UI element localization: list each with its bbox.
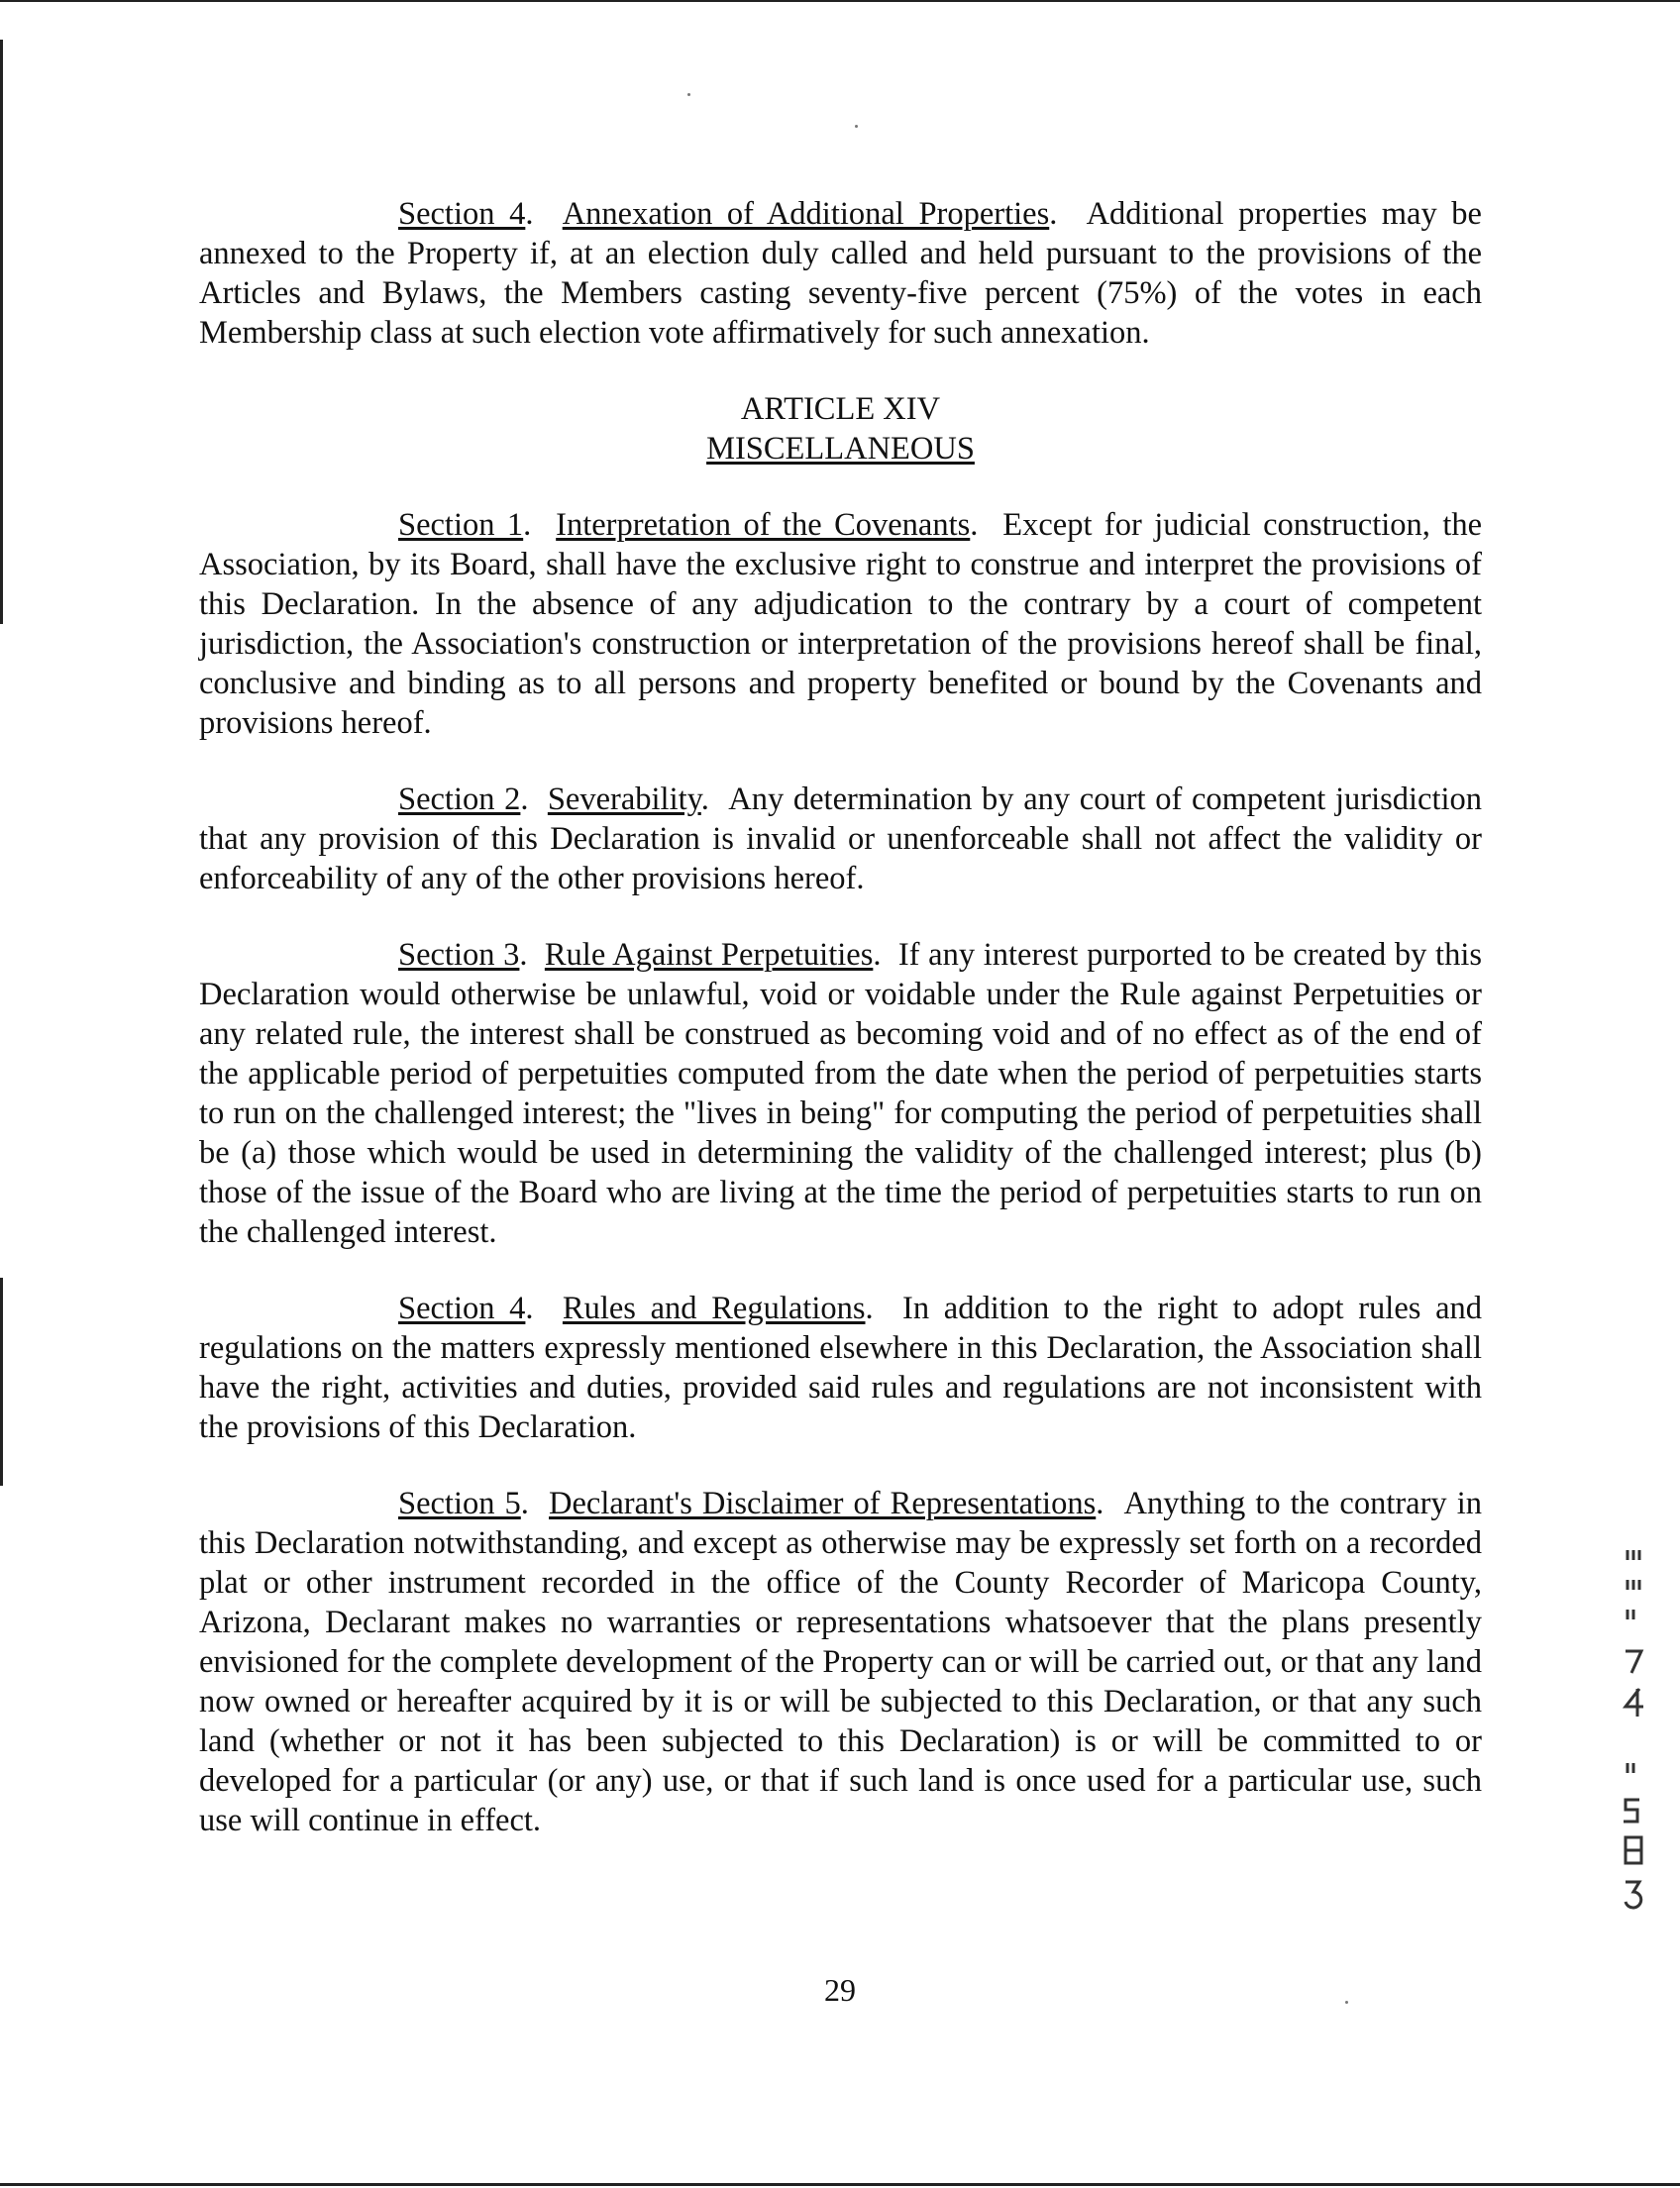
scan-speck [687, 93, 690, 96]
section-title: Interpretation of the Covenants [556, 507, 971, 543]
scan-edge-left [0, 40, 3, 624]
section-annexation: Section 4. Annexation of Additional Properties. Additional properties may be annexed to the Property if, at an election duly called and held pursuant to the provisions of the Articles and Bylaws, the Members casting seventy-five percent (75%) of the votes in each Membership class at such election vote affirmatively for such annexation. [199, 196, 1482, 351]
recording-stamp-graphic [1613, 1540, 1652, 1936]
section-title: Rules and Regulations [562, 1291, 866, 1326]
article-number: ARTICLE XIV [740, 391, 941, 427]
section-text: Any determination by any court of competent jurisdiction that any provision of this Declaration is invalid or unenforceable shall not affect the validity or enforceability of any of the other provisions hereof. [199, 781, 1483, 896]
section-text: If any interest purported to be created by this Declaration would otherwise be unlawful, void or voidable under the Rule against Perpetuities or any related rule, the interest shall be construed as becoming void and of no effect as of the end of the applicable period of perpetuities computed from the date when the period of perpetuities starts to run on the challenged interest; the "lives in being" for computing the period of perpetuities shall be (a) those which would be used in determining the validity of the challenged interest; plus (b) those of the issue of the Board who are living at the time the period of perpetuities starts to run on the challenged interest. [199, 937, 1482, 1250]
section-severability: Section 2. Severability. Any determination by any court of competent jurisdiction that any provision of this Declaration is invalid or unenforceable shall not affect the validity or enforceability of any of the other provisions hereof. [199, 781, 1483, 896]
section-title: Declarant's Disclaimer of Representations [549, 1486, 1097, 1521]
section-label: Section 2 [398, 781, 521, 817]
section-label: Section 5 [398, 1486, 521, 1521]
section-title: Severability [547, 781, 701, 817]
page-number: 29 [824, 1972, 856, 2008]
section-text: Additional properties may be annexed to the Property if, at an election duly called and held pursuant to the provisions of the Articles and Bylaws, the Members casting seventy-five percent (75%) of the votes in each Membership class at such election vote affirmatively for such annexation. [199, 196, 1482, 351]
section-text: In addition to the right to adopt rules and regulations on the matters expressly mentioned elsewhere in this Declaration, the Association shall have the right, activities and duties, provided said rules and regulations are not inconsistent with the provisions of this Declaration. [199, 1291, 1483, 1445]
section-interpretation: Section 1. Interpretation of the Covenants. Except for judicial construction, the Association, by its Board, shall have the exclusive right to construe and interpret the provisions of this Declaration. In the absence of any adjudication to the contrary by a court of competent jurisdiction, the Association's construction or interpretation of the provisions hereof shall be final, conclusive and binding as to all persons and property benefited or bound by the Covenants and provisions hereof. [199, 507, 1483, 741]
article-heading [199, 389, 1482, 469]
scan-edge-top [0, 0, 1680, 2]
section-rules: Section 4. Rules and Regulations. In addition to the right to adopt rules and regulations on the matters expressly mentioned elsewhere in this Declaration, the Association shall have the right, activities and duties, provided said rules and regulations are not inconsistent with the provisions of this Declaration. [199, 1291, 1483, 1445]
section-perpetuities: Section 3. Rule Against Perpetuities. If any interest purported to be created by this Declaration would otherwise be unlawful, void or voidable under the Rule against Perpetuities or any related rule, the interest shall be construed as becoming void and of no effect as of the end of the applicable period of perpetuities computed from the date when the period of perpetuities starts to run on the challenged interest; the "lives in being" for computing the period of perpetuities shall be (a) those which would be used in determining the validity of the challenged interest; plus (b) those of the issue of the Board who are living at the time the period of perpetuities starts to run on the challenged interest. [199, 937, 1482, 1250]
section-text: Except for judicial construction, the Association, by its Board, shall have the exclusive right to construe and interpret the provisions of this Declaration. In the absence of any adjudication to the contrary by a court of competent jurisdiction, the Association's construction or interpretation of the provisions hereof shall be final, conclusive and binding as to all persons and property benefited or bound by the Covenants and provisions hereof. [199, 507, 1483, 741]
recording-number-stamp-icon [1618, 1540, 1647, 1936]
section-title: Rule Against Perpetuities [544, 937, 874, 973]
section-label: Section 4 [398, 196, 526, 232]
section-label: Section 1 [398, 507, 524, 543]
section-disclaimer: Section 5. Declarant's Disclaimer of Representations. Anything to the contrary in this Declaration notwithstanding, and except as otherwise may be expressly set forth on a recorded plat or other instrument recorded in the office of the County Recorder of Maricopa County, Arizona, Declarant makes no warranties or representations whatsoever that the plans presently envisioned for the complete development of the Property can or will be carried out, or that any land now owned or hereafter acquired by it is or will be subjected to this Declaration, or that any such land (whether or not it has been subjected to this Declaration) is or will be committed to or developed for a particular (or any) use, or that if such land is once used for a particular use, such use will continue in effect. [199, 1486, 1483, 1838]
section-label: Section 3 [398, 937, 520, 973]
section-title: Annexation of Additional Properties [562, 196, 1050, 232]
document-page [199, 194, 1482, 1877]
section-label: Section 4 [398, 1291, 526, 1326]
article-title: MISCELLANEOUS [706, 431, 975, 467]
scan-speck [855, 125, 858, 128]
section-text: Anything to the contrary in this Declaration notwithstanding, and except as otherwise may be expressly set forth on a recorded plat or other instrument recorded in the office of the County Recorder of Maricopa County, Arizona, Declarant makes no warranties or representations whatsoever that the plans presently envisioned for the complete development of the Property can or will be carried out, or that any land now owned or hereafter acquired by it is or will be subjected to this Declaration, or that any such land (whether or not it has been subjected to this Declaration) is or will be committed to or developed for a particular (or any) use, or that if such land is once used for a particular use, such use will continue in effect. [199, 1486, 1483, 1838]
scan-edge-bottom [0, 2183, 1680, 2186]
scan-edge-left [0, 1278, 3, 1486]
